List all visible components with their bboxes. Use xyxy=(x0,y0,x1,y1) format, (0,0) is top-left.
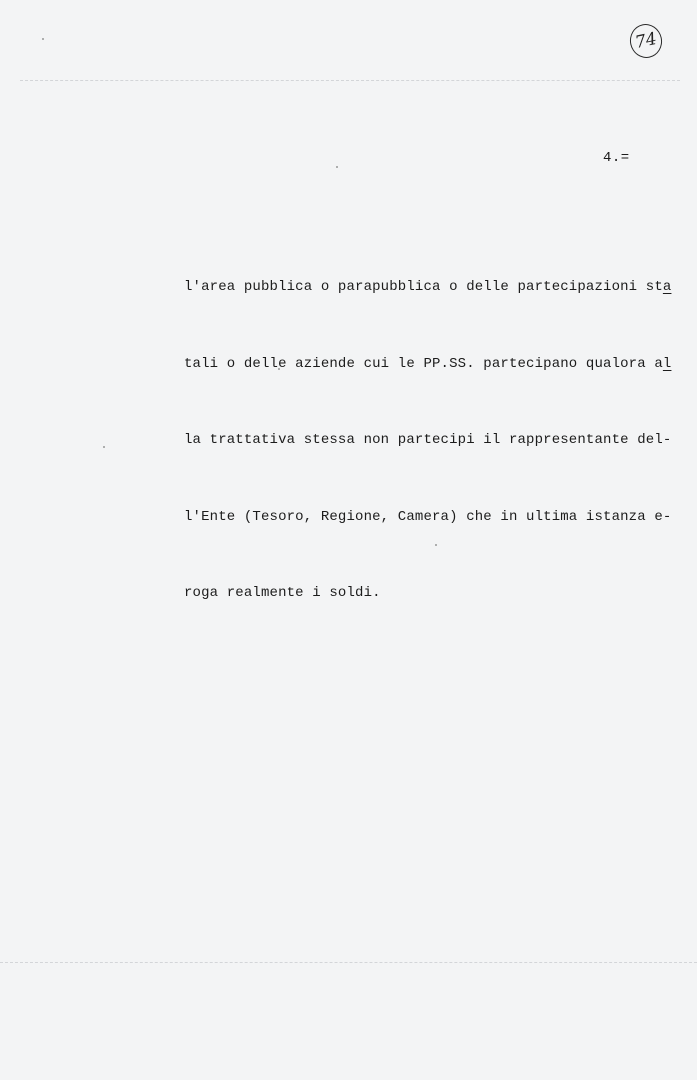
typewritten-paragraph xyxy=(184,224,674,658)
paragraph-line xyxy=(184,275,674,301)
underlined-hyphen-letter: a xyxy=(662,279,672,295)
paragraph-line xyxy=(184,505,674,531)
paragraph-line xyxy=(184,428,674,454)
line-text: tali o delle aziende cui le PP.SS. partecipano qualora a xyxy=(184,355,663,372)
page-number: 4.= xyxy=(603,150,630,166)
paragraph-line xyxy=(184,352,674,378)
underlined-hyphen-letter: l xyxy=(662,355,672,372)
line-text: l'Ente (Tesoro, Regione, Camera) che in ultima istanza e- xyxy=(184,508,672,525)
scan-artifact-line xyxy=(0,962,697,963)
scan-artifact-line xyxy=(20,80,680,81)
scan-speck xyxy=(336,166,338,168)
line-text: roga realmente i soldi. xyxy=(184,585,381,601)
scan-speck xyxy=(42,38,44,40)
line-text: l'area pubblica o parapubblica o delle partecipazioni st xyxy=(184,279,663,295)
scan-speck xyxy=(103,446,105,448)
handwritten-archive-number: 74 xyxy=(627,21,665,61)
paragraph-line xyxy=(184,581,674,607)
line-text: la trattativa stessa non partecipi il rappresentante del- xyxy=(184,432,672,448)
